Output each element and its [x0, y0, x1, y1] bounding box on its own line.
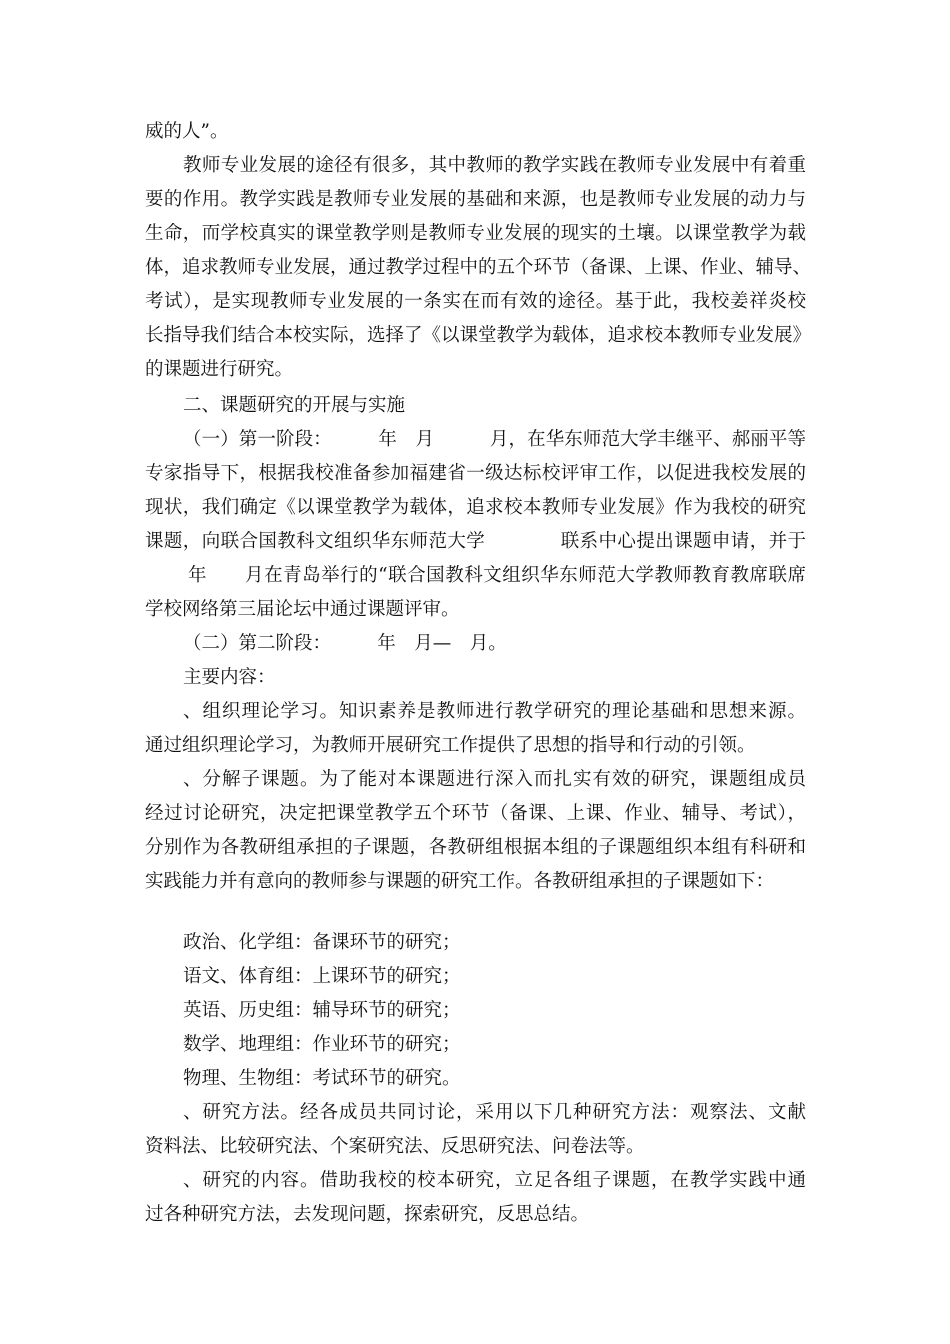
text-line: 年 月在青岛举行的“联合国教科文组织华东师范大学教师教育教席联席 — [188, 565, 806, 586]
text-line: 威的人”。 — [145, 121, 229, 142]
text-line: 实践能力并有意向的教师参与课题的研究工作。各教研组承担的子课题如下： — [145, 871, 775, 892]
text-line: 生命，而学校真实的课堂教学则是教师专业发展的现实的土壤。以课堂教学为载 — [145, 223, 806, 244]
stage-heading: （二）第二阶段： 年 月— 月。 — [183, 633, 507, 654]
text-line: 要的作用。教学实践是教师专业发展的基础和来源，也是教师专业发展的动力与 — [145, 189, 806, 210]
subheading: 主要内容： — [183, 667, 276, 688]
paragraph-first-line: 、分解子课题。为了能对本课题进行深入而扎实有效的研究，课题组成员 — [183, 769, 806, 790]
list-item: 英语、历史组：辅导环节的研究； — [183, 1000, 461, 1021]
text-line: 通过组织理论学习，为教师开展研究工作提供了思想的指导和行动的引领。 — [145, 735, 756, 756]
list-item: 数学、地理组：作业环节的研究； — [183, 1034, 461, 1055]
text-line: 分别作为各教研组承担的子课题，各教研组根据本组的子课题组织本组有科研和 — [145, 837, 806, 858]
text-line: 过各种研究方法，去发现问题，探索研究，反思总结。 — [145, 1204, 590, 1225]
text-line: 的课题进行研究。 — [145, 359, 294, 380]
text-line: 学校网络第三届论坛中通过课题评审。 — [145, 599, 460, 620]
text-line: 考试），是实现教师专业发展的一条实在而有效的途径。基于此，我校姜祥炎校 — [145, 291, 806, 312]
text-line: 体，追求教师专业发展，通过教学过程中的五个环节（备课、上课、作业、辅导、 — [145, 257, 812, 278]
paragraph-first-line: 、研究方法。经各成员共同讨论，采用以下几种研究方法：观察法、文献 — [183, 1102, 806, 1123]
list-item: 语文、体育组：上课环节的研究； — [183, 966, 461, 987]
list-item: 物理、生物组：考试环节的研究。 — [183, 1068, 461, 1089]
paragraph-first-line: 教师专业发展的途径有很多，其中教师的教学实践在教师专业发展中有着重 — [183, 155, 806, 176]
paragraph-first-line: 、研究的内容。借助我校的校本研究，立足各组子课题，在教学实践中通 — [183, 1170, 806, 1191]
list-item: 政治、化学组：备课环节的研究； — [183, 932, 461, 953]
text-line: 专家指导下，根据我校准备参加福建省一级达标校评审工作，以促进我校发展的 — [145, 463, 806, 484]
paragraph-first-line: （一）第一阶段： 年 月 月，在华东师范大学丰继平、郝丽平等 — [183, 429, 806, 450]
text-line: 长指导我们结合本校实际，选择了《以课堂教学为载体，追求校本教师专业发展》 — [145, 325, 812, 346]
text-line: 资料法、比较研究法、个案研究法、反思研究法、问卷法等。 — [145, 1136, 645, 1157]
text-line: 经过讨论研究，决定把课堂教学五个环节（备课、上课、作业、辅导、考试）， — [145, 803, 806, 824]
text-line: 现状，我们确定《以课堂教学为载体，追求校本教师专业发展》作为我校的研究 — [145, 497, 806, 518]
text-line: 课题，向联合国教科文组织华东师范大学 联系中心提出课题申请，并于 — [145, 531, 806, 552]
section-heading: 二、课题研究的开展与实施 — [183, 395, 406, 416]
paragraph-first-line: 、组织理论学习。知识素养是教师进行教学研究的理论基础和思想来源。 — [183, 701, 806, 722]
